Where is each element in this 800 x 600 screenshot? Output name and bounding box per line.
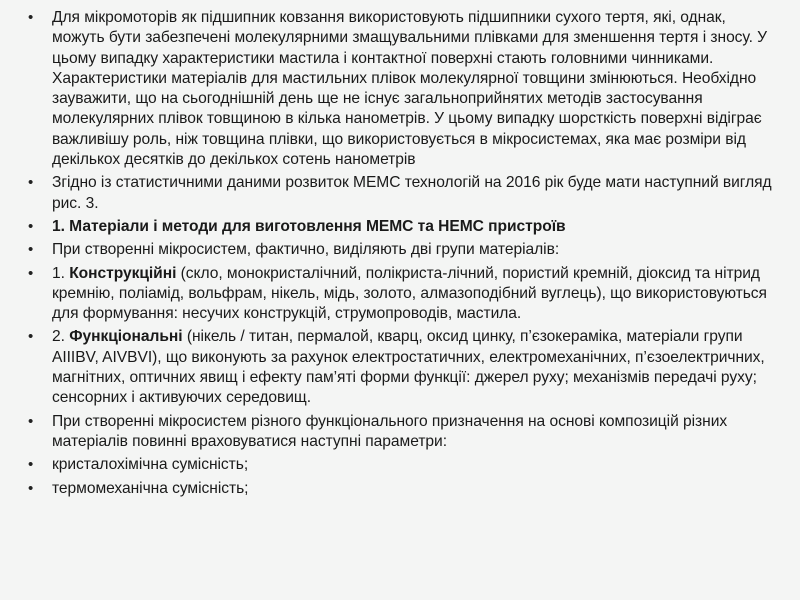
item-number: 1. [52, 264, 70, 282]
paragraph-text: кристалохімічна сумісність; [52, 456, 249, 474]
bullet-material-groups-intro [28, 240, 782, 260]
bullet-parameter-thermo [28, 479, 782, 499]
bullet-parameter-crystal [28, 455, 782, 475]
bullet-paragraph-bearings [28, 8, 782, 170]
paragraph-text: Для мікромоторів як підшипник ковзання використовують підшипники сухого тертя, які, однак, можуть бути забезпечені молекулярними змащувальними плівками для зменшення тертя і зносу. У цьому випадку характеристики мастила і контактної поверхні стають головними чинниками. Характеристики матеріалів для мастильних плівок молекулярної товщини змінюються. Необхідно зауважити, що на сьогоднішній день ще не існує загальноприйнятих методів застосування молекулярних плівок товщиною в кілька нанометрів. У цьому випадку шорсткість поверхні відіграє важливішу роль, ніж товщина плівки, що використовується в мікросистемах, яка має розміри від декількох десятків до декількох сотень нанометрів [52, 9, 768, 169]
bullet-list [28, 8, 782, 499]
paragraph-text: Згідно із статистичними даними розвиток МЕМС технологій на 2016 рік буде мати наступний вигляд рис. 3. [52, 174, 772, 212]
paragraph-text: термомеханічна сумісність; [52, 479, 249, 497]
paragraph-text: При створенні мікросистем різного функціонального призначення на основі композицій різних матеріалів повинні враховуватися наступні параметри: [52, 412, 728, 450]
item-description: (нікель / титан, пермалой, кварц, оксид цинку, п’єзокераміка, матеріали групи AIIIBV, AIVBVI), що виконують за рахунок електростатичних, електромеханічних, п’єзоелектричних, магнітних, оптичних явищ і ефекту пам’яті форми функції: джерел руху; механізмів передачі руху; сенсорних і активуючих середовищ. [52, 328, 765, 407]
bullet-section-heading [28, 217, 782, 237]
bullet-parameters-intro [28, 412, 782, 453]
bullet-paragraph-statistics [28, 173, 782, 214]
item-term: Функціональні [69, 328, 183, 346]
item-number: 2. [52, 328, 70, 346]
item-term: Конструкційні [69, 264, 177, 282]
bullet-functional-materials [28, 327, 782, 408]
item-description: (скло, монокристалічний, полікриста-лічний, пористий кремній, діоксид та нітрид кремнію, поліамід, вольфрам, нікель, мідь, золото, алмазоподібний вуглець), що використовуються для формування: несучих конструкцій, струмопроводів, мастила. [52, 264, 767, 323]
section-heading: 1. Матеріали і методи для виготовлення МЕМС та НЕМС пристроїв [52, 217, 566, 235]
bullet-structural-materials [28, 264, 782, 325]
paragraph-text: При створенні мікросистем, фактично, виділяють дві групи матеріалів: [52, 241, 560, 259]
